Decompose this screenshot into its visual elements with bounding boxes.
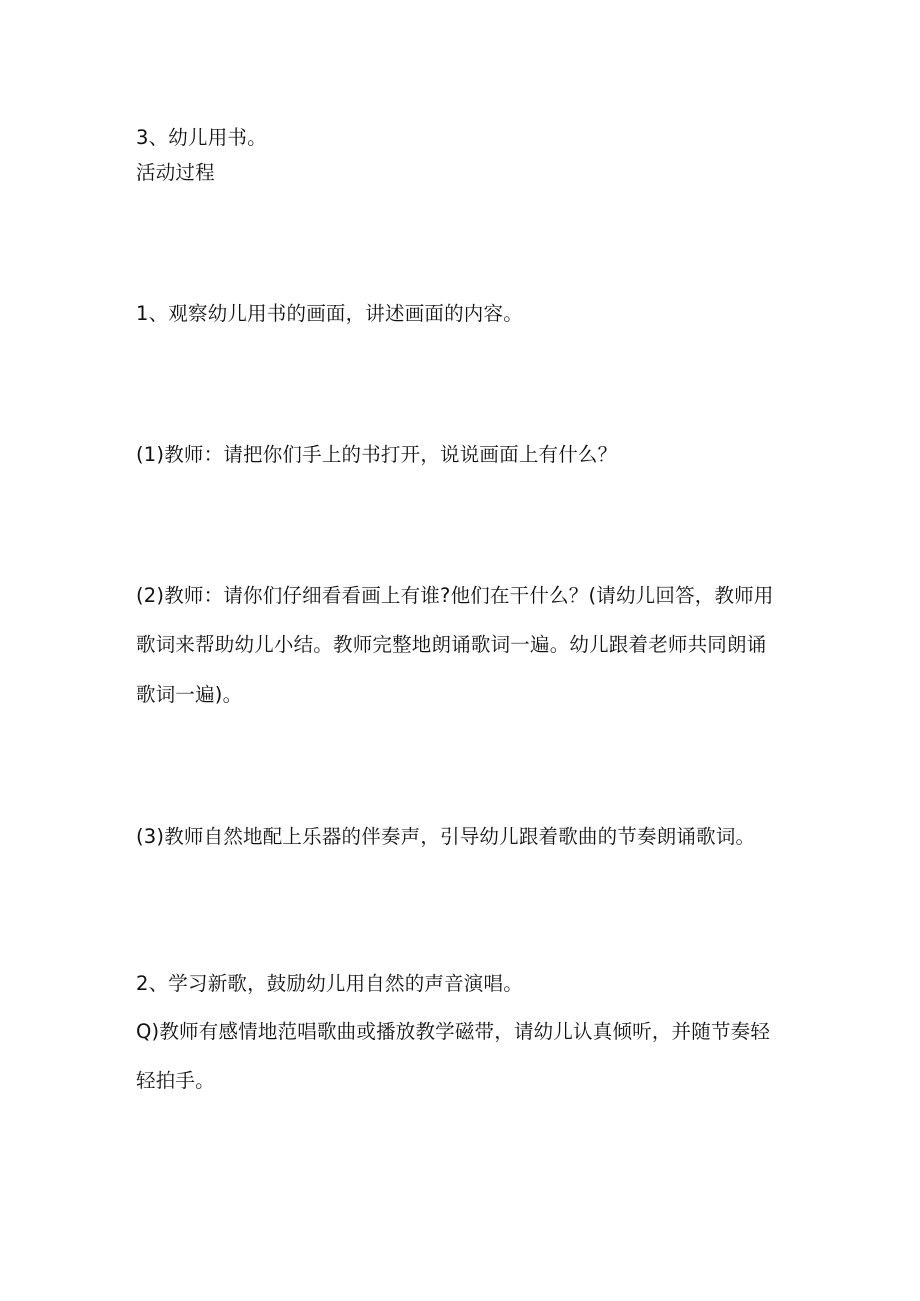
step-1-item-2-line-3: 歌词一遍)。 [136,683,243,706]
step-1-item-1: (1)教师：请把你们手上的书打开，说说画面上有什么？ [136,443,618,466]
step-2-heading: 2、学习新歌，鼓励幼儿用自然的声音演唱。 [136,972,523,995]
section-heading-activity-process: 活动过程 [136,161,215,184]
step-2-item-1-line-2: 轻拍手。 [136,1069,215,1092]
step-2-item-1-line-1: Q)教师有感情地范唱歌曲或播放教学磁带，请幼儿认真倾听，并随节奏轻 [136,1020,771,1043]
material-item-3: 3、幼儿用书。 [136,126,267,149]
step-1-item-2-line-2: 歌词来帮助幼儿小结。教师完整地朗诵歌词一遍。幼儿跟着老师共同朗诵 [136,633,767,656]
step-1-heading: 1、观察幼儿用书的画面，讲述画面的内容。 [136,302,523,325]
step-1-item-2-line-1: (2)教师：请你们仔细看看画上有谁?他们在干什么？(请幼儿回答，教师用 [136,584,774,607]
step-1-item-3: (3)教师自然地配上乐器的伴奏声，引导幼儿跟着歌曲的节奏朗诵歌词。 [136,825,756,848]
